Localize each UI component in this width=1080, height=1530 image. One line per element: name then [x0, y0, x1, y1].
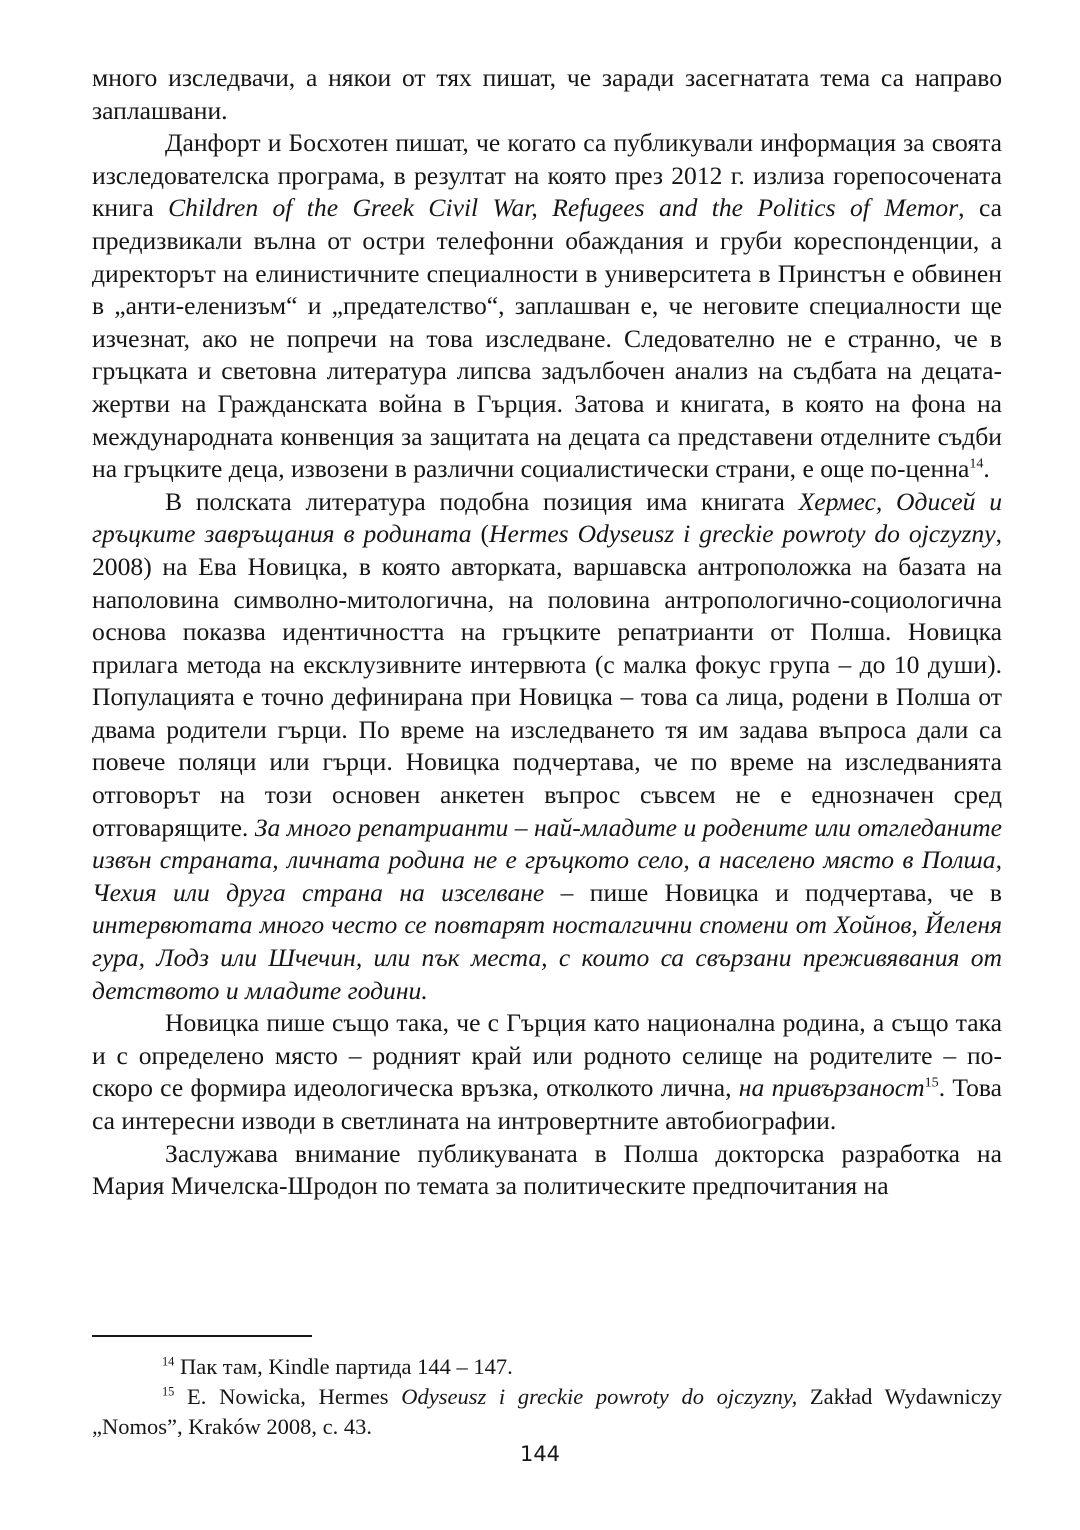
- paragraph-3-text-c: , 2008) на Ева Новицка, в която авторката, варшавска антроположка на базата на наполовина символно-митологична, на половина антропологично-социологична основа показва идентичността на гръцките репатрианти от Полша. Новицка прилага метода на ексклузивните интервюта (с малка фокус група – до 10 души). Популацията е точно дефинирана при Новицка – това са лица, родени в Полша от двама родители гърци. По време на изследването тя им задава въпроса дали са повече поляци или гърци. Новицка подчертава, че по време на изследванията отговорът на този основен анкетен въпрос съвсем не е еднозначен сред отговарящите.: [92, 519, 1002, 842]
- paragraph-2-text-b: , са предизвикали вълна от остри телефонни обаждания и груби кореспонденции, а директорът на елинистичните специалности в университета в Принстън е обвинен в „анти-еленизъм“ и „предателство“, заплашван е, че неговите специалности ще изчезнат, ако не попречи на това изследване. Следователно не е странно, че в гръцката и световна литература липсва задълбочен анализ на съдбата на децата-жертви на Гражданската война в Гърция. Затова и книгата, в която на фона на международната конвенция за защитата на децата са представени отделните съдби на гръцките деца, извозени в различни социалистически страни, е още по-ценна: [92, 193, 1002, 484]
- paragraph-2-text-a: Данфорт и Босхотен пишат, че когато са публикували информация за своята изследователска програма, в резултат на която през 2012 г. излиза горепосочената книга: [92, 128, 1002, 223]
- footnote-14-number: 14: [162, 1354, 175, 1369]
- page-number: 144: [519, 1442, 561, 1466]
- paragraph-2-text-c: .: [983, 454, 990, 484]
- body-text: [92, 62, 1002, 1203]
- footnote-15-number: 15: [162, 1384, 175, 1399]
- footnote-14: [92, 1352, 1002, 1382]
- footnote-14-text: Пак там, Kindle партида 144 – 147.: [174, 1354, 513, 1379]
- footnote-15: [92, 1382, 1002, 1442]
- paragraph-1: [92, 62, 1002, 127]
- footnote-ref-14[interactable]: 14: [969, 455, 984, 472]
- book-title-children-of-greek-civil-war: Children of the Greek Civil War, Refugees and the Politics of Memor: [168, 193, 959, 223]
- page-body: [92, 62, 1002, 1203]
- quote-attachment: на привързаност: [738, 1073, 925, 1103]
- paragraph-4: [92, 1007, 1002, 1137]
- book-title-hermes-pl: Hermes Odyseusz i greckie powroty do ojczyzny: [489, 519, 996, 549]
- paragraph-3-text-b: (: [471, 519, 490, 549]
- paragraph-4-text-a: Новицка пише също така, че с Гърция като национална родина, а също така и с определено място – родният край или родното селище на родителите – по-скоро се формира идеологическа връзка, отколкото лична,: [92, 1008, 1002, 1103]
- footnote-15-book-title: Odyseusz i greckie powroty do ojczyzny,: [401, 1384, 798, 1409]
- footnote-ref-15[interactable]: 15: [924, 1074, 939, 1091]
- paragraph-1-text: много изследвачи, а някои от тях пишат, че заради засегнатата тема са направо заплашвани.: [92, 63, 1002, 125]
- footnote-divider: [92, 1335, 312, 1337]
- footnotes: [92, 1352, 1002, 1442]
- paragraph-3-text-d: – пише Новицка и подчертава, че в: [544, 877, 1002, 907]
- quote-repatriants: За много репатрианти – най-младите и родените или отгледаните извън страната, личната родина не е гръцкото село, а населено място в Полша, Чехия или друга страна на изселване: [92, 812, 1002, 907]
- paragraph-5-text: Заслужава внимание публикуваната в Полша докторска разработка на Мария Мичелска-Шродон по темата за политическите предпочитания на: [92, 1138, 1002, 1201]
- paragraph-2: [92, 127, 1002, 486]
- footnote-15-text-a: E. Nowicka, Hermes: [174, 1384, 402, 1409]
- paragraph-4-text-b: . Това са интересни изводи в светлината на интровертните автобиографии.: [92, 1073, 1002, 1135]
- paragraph-3-text-a: В полската литература подобна позиция има книгата: [165, 486, 799, 516]
- footnote-15-text-b: Zakład Wydawniczy „Nomos”, Kraków 2008, с. 43.: [92, 1384, 1002, 1439]
- paragraph-5: [92, 1138, 1002, 1203]
- quote-interviews: интервютата много често се повтарят носталгични спомени от Хойнов, Йеленя гура, Лодз или Шчечин, или пък места, с които са свързани преживявания от детството и младите години.: [92, 910, 1002, 1005]
- book-title-hermes-bg: Хермес, Одисей и гръцките завръщания в родината: [92, 486, 1002, 549]
- paragraph-3: [92, 486, 1002, 1008]
